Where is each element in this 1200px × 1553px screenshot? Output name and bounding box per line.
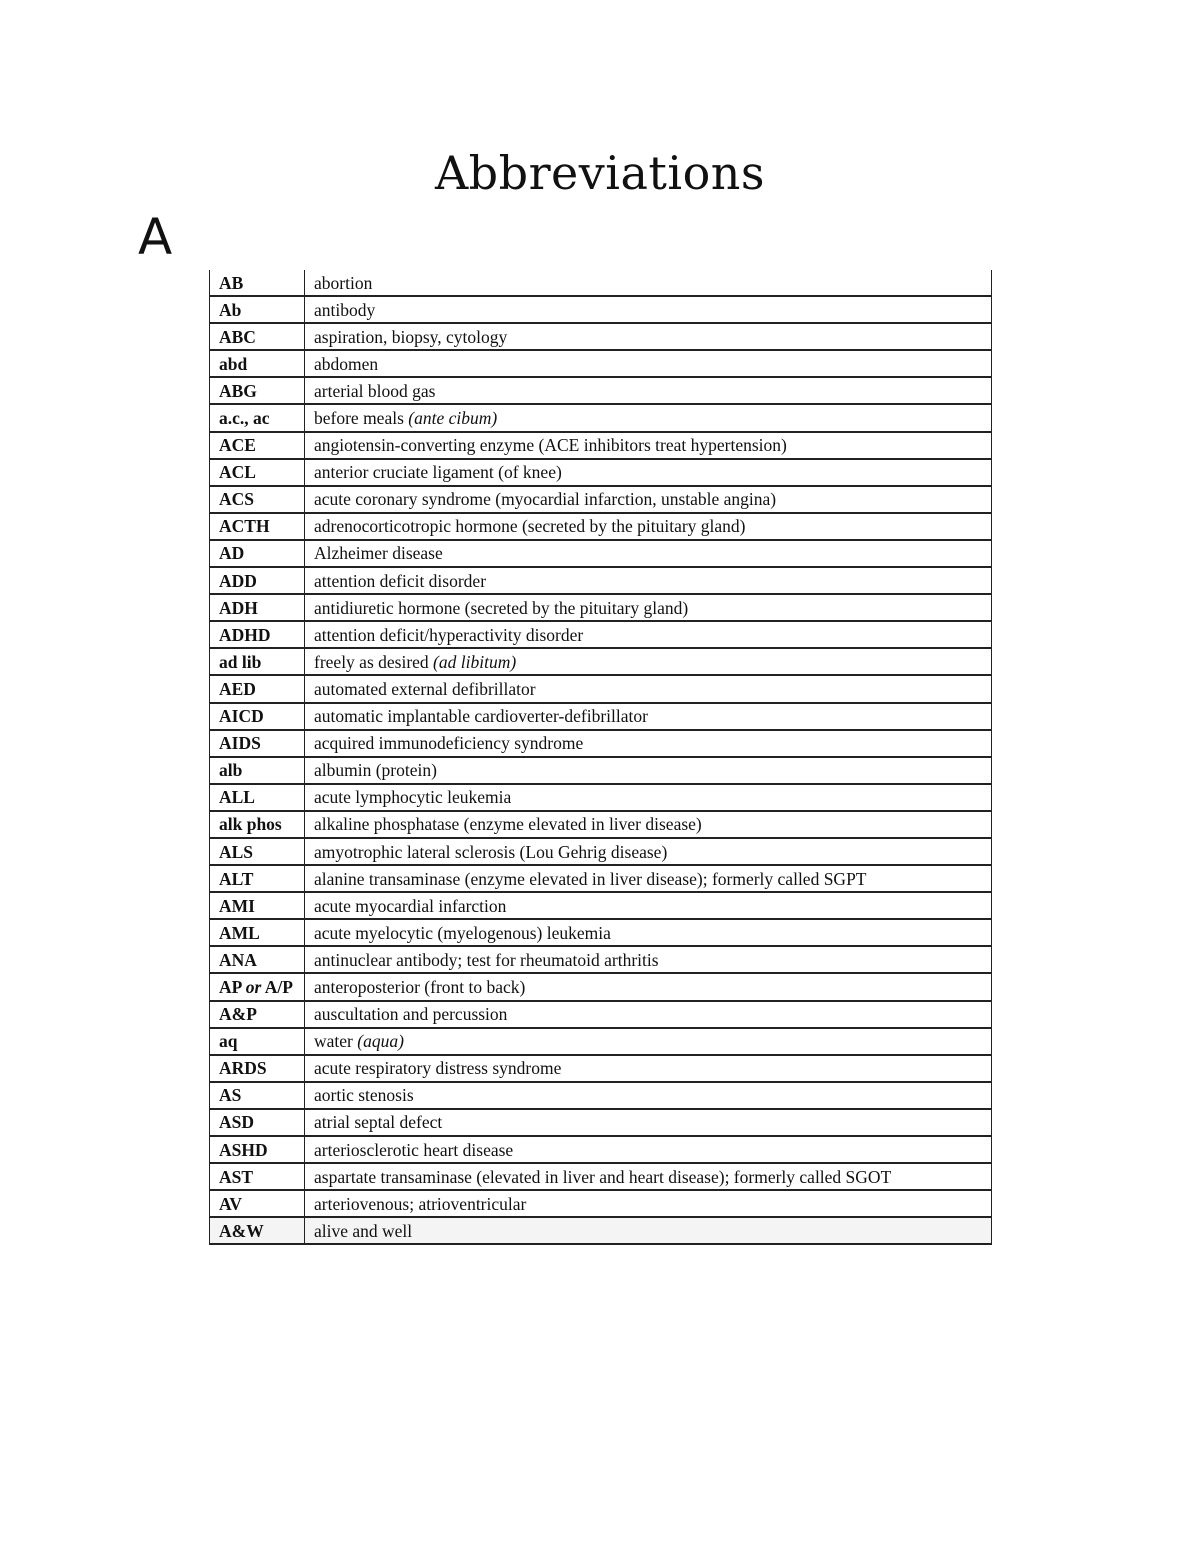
abbreviation-term: ad lib <box>210 648 305 675</box>
abbreviation-meaning <box>305 459 992 486</box>
table-row <box>210 621 992 648</box>
meaning-text: acquired immunodeficiency syndrome <box>314 733 584 754</box>
meaning-text: abortion <box>314 272 373 293</box>
abbreviation-term: aq <box>210 1028 305 1055</box>
meaning-text: amyotrophic lateral sclerosis (Lou Gehrig disease) <box>314 841 668 862</box>
abbreviation-meaning <box>305 270 992 296</box>
abbreviation-meaning <box>305 919 992 946</box>
abbreviation-meaning <box>305 811 992 838</box>
table-row <box>210 296 992 323</box>
abbreviation-meaning <box>305 784 992 811</box>
meaning-text: antidiuretic hormone (secreted by the pituitary gland) <box>314 597 689 618</box>
meaning-text: acute respiratory distress syndrome <box>314 1058 562 1079</box>
abbreviation-term: ADHD <box>210 621 305 648</box>
meaning-text: antinuclear antibody; test for rheumatoid arthritis <box>314 949 659 970</box>
table-row <box>210 1217 992 1244</box>
abbreviation-term: ADD <box>210 567 305 594</box>
meaning-text: aortic stenosis <box>314 1085 414 1106</box>
table-row <box>210 1163 992 1190</box>
abbreviation-term: AST <box>210 1163 305 1190</box>
meaning-text: albumin (protein) <box>314 760 437 781</box>
abbreviation-meaning <box>305 1055 992 1082</box>
abbreviation-term: alk phos <box>210 811 305 838</box>
meaning-text: acute myocardial infarction <box>314 895 507 916</box>
meaning-latin: (ad libitum) <box>433 651 517 672</box>
table-row <box>210 675 992 702</box>
abbreviation-term: ADH <box>210 594 305 621</box>
abbreviation-term: ASD <box>210 1109 305 1136</box>
abbreviation-term: ALS <box>210 838 305 865</box>
abbreviation-meaning <box>305 513 992 540</box>
abbreviation-meaning <box>305 486 992 513</box>
meaning-text: attention deficit disorder <box>314 570 487 591</box>
table-row <box>210 486 992 513</box>
meaning-text: before meals <box>314 408 404 429</box>
term-part: or <box>245 976 262 997</box>
abbreviations-table-body <box>210 270 992 1244</box>
abbreviation-meaning <box>305 1028 992 1055</box>
abbreviation-meaning <box>305 350 992 377</box>
abbreviation-term: AV <box>210 1190 305 1217</box>
abbreviation-term: AS <box>210 1082 305 1109</box>
meaning-text: abdomen <box>314 353 379 374</box>
abbreviation-meaning <box>305 404 992 431</box>
abbreviation-term: ACS <box>210 486 305 513</box>
table-row <box>210 567 992 594</box>
abbreviation-meaning <box>305 865 992 892</box>
abbreviation-term: A&P <box>210 1001 305 1028</box>
abbreviation-meaning <box>305 703 992 730</box>
meaning-text: acute lymphocytic leukemia <box>314 787 512 808</box>
abbreviation-term: ARDS <box>210 1055 305 1082</box>
abbreviation-term: Ab <box>210 296 305 323</box>
abbreviation-term: ACL <box>210 459 305 486</box>
abbreviation-meaning <box>305 675 992 702</box>
meaning-text: alanine transaminase (enzyme elevated in liver disease); formerly called SGPT <box>314 868 867 889</box>
abbreviation-meaning <box>305 1163 992 1190</box>
meaning-text: atrial septal defect <box>314 1112 443 1133</box>
abbreviation-meaning <box>305 946 992 973</box>
table-row <box>210 730 992 757</box>
abbreviation-meaning <box>305 838 992 865</box>
table-row <box>210 594 992 621</box>
table-row <box>210 811 992 838</box>
meaning-text: aspiration, biopsy, cytology <box>314 326 508 347</box>
abbreviation-term: ALT <box>210 865 305 892</box>
table-row <box>210 919 992 946</box>
meaning-text: anterior cruciate ligament (of knee) <box>314 462 562 483</box>
meaning-text: attention deficit/hyperactivity disorder <box>314 624 584 645</box>
table-row <box>210 757 992 784</box>
table-row <box>210 865 992 892</box>
page-title: Abbreviations <box>434 146 766 200</box>
abbreviation-term: A&W <box>210 1217 305 1244</box>
abbreviation-meaning <box>305 1136 992 1163</box>
abbreviation-meaning <box>305 567 992 594</box>
abbreviation-term: ACE <box>210 432 305 459</box>
meaning-text: aspartate transaminase (elevated in liver and heart disease); formerly called SGOT <box>314 1166 892 1187</box>
abbreviation-term: ACTH <box>210 513 305 540</box>
table-row <box>210 1055 992 1082</box>
abbreviation-term: ABC <box>210 323 305 350</box>
abbreviation-term: abd <box>210 350 305 377</box>
abbreviation-meaning <box>305 296 992 323</box>
abbreviation-meaning <box>305 1001 992 1028</box>
meaning-text: anteroposterior (front to back) <box>314 976 526 997</box>
meaning-text: alkaline phosphatase (enzyme elevated in liver disease) <box>314 814 702 835</box>
abbreviation-term: ANA <box>210 946 305 973</box>
meaning-latin: (ante cibum) <box>408 408 498 429</box>
abbreviation-meaning <box>305 648 992 675</box>
abbreviation-meaning <box>305 1109 992 1136</box>
table-row <box>210 1028 992 1055</box>
meaning-latin: (aqua) <box>357 1031 404 1052</box>
table-row <box>210 784 992 811</box>
table-row <box>210 973 992 1000</box>
table-row <box>210 1190 992 1217</box>
meaning-text: antibody <box>314 299 376 320</box>
meaning-text: angiotensin-converting enzyme (ACE inhibitors treat hypertension) <box>314 435 787 456</box>
meaning-text: auscultation and percussion <box>314 1004 508 1025</box>
term-part: A/P <box>261 976 293 997</box>
meaning-text: freely as desired <box>314 651 429 672</box>
table-row <box>210 377 992 404</box>
abbreviation-term: ASHD <box>210 1136 305 1163</box>
meaning-text: arterial blood gas <box>314 380 436 401</box>
abbreviation-meaning <box>305 377 992 404</box>
abbreviation-term: AED <box>210 675 305 702</box>
abbreviation-term: AMI <box>210 892 305 919</box>
abbreviation-meaning <box>305 892 992 919</box>
meaning-text: automated external defibrillator <box>314 678 536 699</box>
abbreviations-table <box>209 270 992 1245</box>
meaning-text: arteriovenous; atrioventricular <box>314 1193 527 1214</box>
meaning-text: Alzheimer disease <box>314 543 443 564</box>
abbreviation-meaning <box>305 730 992 757</box>
table-row <box>210 1109 992 1136</box>
meaning-text: water <box>314 1031 353 1052</box>
table-row <box>210 838 992 865</box>
abbreviation-meaning <box>305 540 992 567</box>
abbreviation-term: alb <box>210 757 305 784</box>
meaning-text: automatic implantable cardioverter-defibrillator <box>314 706 648 727</box>
table-row <box>210 1001 992 1028</box>
abbreviation-meaning <box>305 621 992 648</box>
abbreviation-meaning <box>305 432 992 459</box>
abbreviation-term: AB <box>210 270 305 296</box>
table-row <box>210 404 992 431</box>
table-row <box>210 892 992 919</box>
table-row <box>210 350 992 377</box>
table-row <box>210 703 992 730</box>
abbreviation-term: AIDS <box>210 730 305 757</box>
abbreviation-meaning <box>305 757 992 784</box>
meaning-text: arteriosclerotic heart disease <box>314 1139 514 1160</box>
abbreviation-meaning <box>305 1190 992 1217</box>
abbreviation-meaning <box>305 973 992 1000</box>
abbreviation-term: ABG <box>210 377 305 404</box>
table-row <box>210 1136 992 1163</box>
abbreviation-term: a.c., ac <box>210 404 305 431</box>
meaning-text: alive and well <box>314 1220 413 1241</box>
table-row <box>210 946 992 973</box>
abbreviation-meaning <box>305 1217 992 1244</box>
abbreviation-meaning <box>305 323 992 350</box>
table-row <box>210 1082 992 1109</box>
meaning-text: adrenocorticotropic hormone (secreted by the pituitary gland) <box>314 516 746 537</box>
table-row <box>210 432 992 459</box>
table-row <box>210 270 992 296</box>
abbreviation-term: AML <box>210 919 305 946</box>
abbreviation-meaning <box>305 594 992 621</box>
term-part: AP <box>219 976 246 997</box>
section-letter-heading: A <box>138 208 173 266</box>
table-row <box>210 513 992 540</box>
abbreviation-term <box>210 973 305 1000</box>
meaning-text: acute coronary syndrome (myocardial infarction, unstable angina) <box>314 489 777 510</box>
meaning-text: acute myelocytic (myelogenous) leukemia <box>314 922 611 943</box>
abbreviation-term: AICD <box>210 703 305 730</box>
abbreviation-term: AD <box>210 540 305 567</box>
abbreviation-meaning <box>305 1082 992 1109</box>
table-row <box>210 540 992 567</box>
table-row <box>210 323 992 350</box>
table-row <box>210 648 992 675</box>
table-row <box>210 459 992 486</box>
abbreviation-term: ALL <box>210 784 305 811</box>
